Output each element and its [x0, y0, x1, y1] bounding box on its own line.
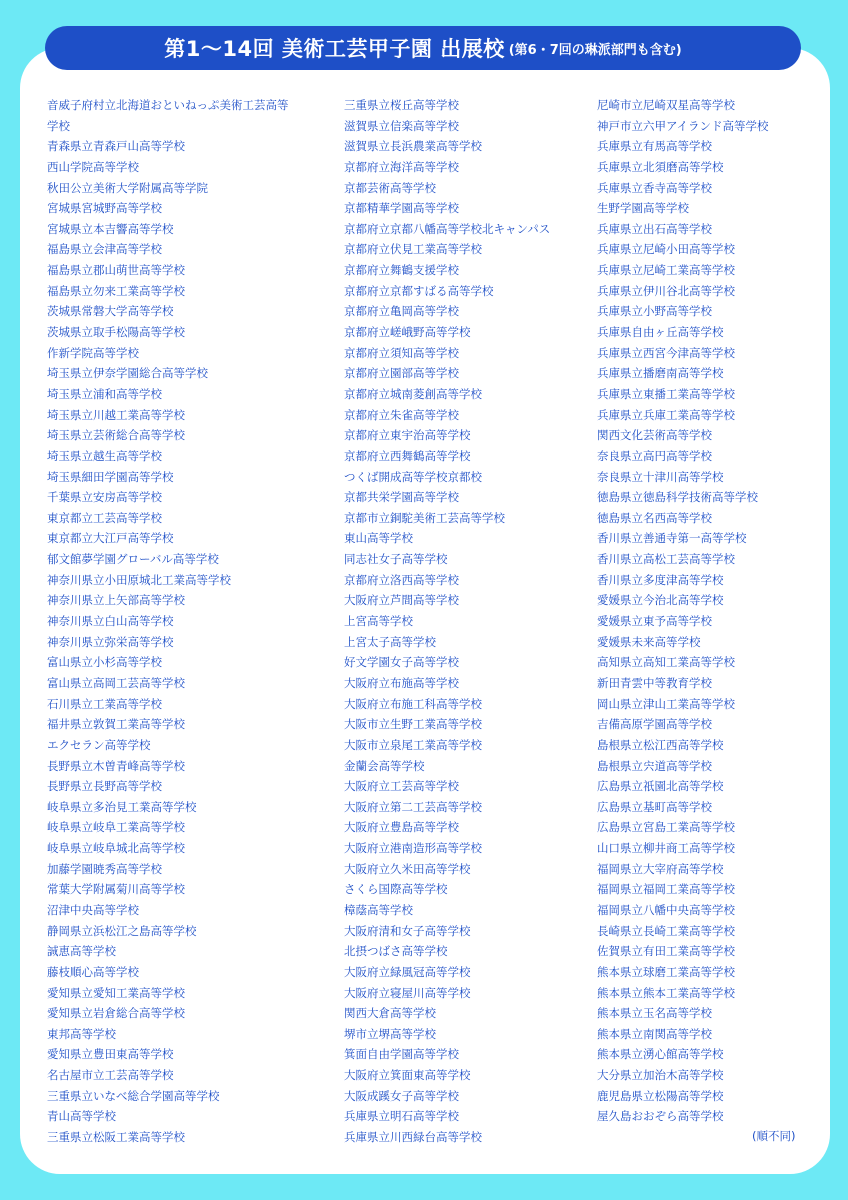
school-list-item: 兵庫県立小野高等学校 [597, 304, 712, 319]
school-list-item: 福井県立敦賀工業高等学校 [47, 717, 185, 732]
school-list-item: 京都府立西舞鶴高等学校 [344, 448, 471, 463]
school-list-item: 大阪府立布施工科高等学校 [344, 696, 482, 711]
school-list-item: 兵庫県立香寺高等学校 [597, 180, 712, 195]
school-list-item: 山口県立柳井商工高等学校 [597, 841, 735, 856]
school-list-item: 京都府立朱雀高等学校 [344, 407, 459, 422]
school-list-item: 大阪市立泉尾工業高等学校 [344, 737, 482, 752]
school-list-item: 尼崎市立尼崎双星高等学校 [597, 98, 735, 112]
school-list-item: 大阪府立芦間高等学校 [344, 593, 459, 608]
school-list-item: 富山県立高岡工芸高等学校 [47, 675, 185, 690]
school-list-item: 岐阜県立多治見工業高等学校 [47, 799, 197, 814]
school-list-item: 奈良県立高円高等学校 [597, 448, 712, 463]
school-list-item: 静岡県立浜松江之島高等学校 [47, 923, 197, 938]
school-list-item: 広島県立宮島工業高等学校 [597, 820, 735, 835]
school-list-item: 兵庫県立出石高等学校 [597, 221, 712, 236]
school-list-item: 三重県立いなべ総合学園高等学校 [47, 1088, 220, 1103]
school-list-item: 大阪府立第二工芸高等学校 [344, 799, 482, 814]
school-list-item: 岐阜県立岐阜工業高等学校 [47, 820, 185, 835]
school-list-item: 岡山県立津山工業高等学校 [597, 696, 735, 711]
school-list-item: 埼玉県立越生高等学校 [47, 448, 162, 463]
school-list-item: 誠恵高等学校 [47, 944, 116, 959]
title-banner [45, 26, 801, 70]
school-list-item: 三重県立桜丘高等学校 [344, 98, 459, 112]
school-list-item: 京都府立東宇治高等学校 [344, 428, 471, 443]
school-list-item: 兵庫県立北須磨高等学校 [597, 159, 724, 174]
school-list-item: 京都府立園部高等学校 [344, 366, 459, 381]
school-list-item: 京都府立海洋高等学校 [344, 159, 459, 174]
school-list-item: 滋賀県立長浜農業高等学校 [344, 139, 482, 154]
school-list-item: 名古屋市立工芸高等学校 [47, 1068, 174, 1083]
school-list-item: 岐阜県立岐阜城北高等学校 [47, 841, 185, 856]
school-list-item: 島根県立松江西高等学校 [597, 737, 724, 752]
school-list-item: 大阪府立豊島高等学校 [344, 820, 459, 835]
school-list-item: 沼津中央高等学校 [47, 902, 139, 917]
school-list-item: 上宮太子高等学校 [344, 634, 436, 649]
school-list-item: 埼玉県立伊奈学園総合高等学校 [47, 366, 208, 381]
school-list-item: 福島県立勿来工業高等学校 [47, 283, 185, 298]
school-list-item: 愛媛県未来高等学校 [597, 634, 701, 649]
school-list-item: 兵庫県立尼崎工業高等学校 [597, 263, 735, 278]
school-list-item: 堺市立堺高等学校 [344, 1026, 436, 1041]
school-list-item: 香川県立多度津高等学校 [597, 572, 724, 587]
order-note: (順不同) [752, 1129, 796, 1143]
school-list-item: 常葉大学附属菊川高等学校 [47, 882, 185, 897]
school-list-item: 兵庫県立西宮今津高等学校 [597, 345, 735, 360]
school-list-item: 熊本県立南関高等学校 [597, 1026, 712, 1041]
school-list-item: 愛知県立岩倉総合高等学校 [47, 1006, 185, 1021]
school-list-item: 京都府立亀岡高等学校 [344, 304, 459, 319]
school-list-item: 大阪府立箕面東高等学校 [344, 1068, 471, 1083]
school-list-item: 大阪成蹊女子高等学校 [344, 1088, 459, 1103]
page-title: 第1〜14回 美術工芸甲子園 出展校 [164, 37, 505, 61]
school-list-item: 大阪府立布施高等学校 [344, 675, 459, 690]
school-list-item: 長崎県立長崎工業高等学校 [597, 923, 735, 938]
school-list-item: 千葉県立安房高等学校 [47, 490, 162, 505]
school-list-item: 愛媛県立東予高等学校 [597, 614, 712, 629]
school-list-item: 兵庫県立播磨南高等学校 [597, 366, 724, 381]
school-list-item: 兵庫県立尼崎小田高等学校 [597, 242, 735, 257]
school-list-item: 京都府立伏見工業高等学校 [344, 242, 482, 257]
school-list-item: 上宮高等学校 [344, 614, 413, 629]
school-list-item: 屋久島おおぞら高等学校 [597, 1109, 724, 1124]
school-list-item: 京都市立銅駝美術工芸高等学校 [344, 510, 505, 525]
school-list-item: 福岡県立八幡中央高等学校 [597, 902, 735, 917]
school-list-item: 大阪府立緑風冠高等学校 [344, 964, 471, 979]
school-list-item: 京都芸術高等学校 [344, 180, 436, 195]
school-list-item: 郁文館夢学園グローバル高等学校 [47, 552, 219, 567]
school-list-item: 兵庫県立明石高等学校 [344, 1109, 459, 1124]
school-list-item: 愛知県立愛知工業高等学校 [47, 985, 185, 1000]
school-list-item: 三重県立松阪工業高等学校 [47, 1130, 185, 1145]
school-list-item: 兵庫県立東播工業高等学校 [597, 386, 735, 401]
school-list-item: 兵庫県自由ヶ丘高等学校 [597, 325, 724, 340]
school-list-item: 京都府立城南菱創高等学校 [344, 386, 482, 401]
school-list-item: 京都共栄学園高等学校 [344, 490, 459, 505]
school-list-item: 広島県立祇園北高等学校 [597, 779, 724, 794]
school-list-item: 兵庫県立伊川谷北高等学校 [597, 283, 735, 298]
school-list-item: 富山県立小杉高等学校 [47, 655, 162, 670]
school-list-item: 大阪府立工芸高等学校 [344, 779, 459, 794]
school-list-item: 石川県立工業高等学校 [47, 696, 162, 711]
school-list-item: 青山高等学校 [47, 1109, 116, 1124]
school-list-item: さくら国際高等学校 [344, 882, 448, 897]
school-list-item: 埼玉県立芸術総合高等学校 [47, 428, 185, 443]
school-list-item: 茨城県常磐大学高等学校 [47, 304, 174, 319]
school-list-column-3 [597, 95, 812, 1127]
school-list-item: 生野学園高等学校 [597, 201, 689, 216]
school-list-column-2 [344, 95, 579, 1148]
school-list-item: 大分県立加治木高等学校 [597, 1068, 724, 1083]
school-list-item: 宮城県立本吉響高等学校 [47, 221, 174, 236]
school-list-item: 西山学院高等学校 [47, 159, 139, 174]
school-list-item: 島根県立宍道高等学校 [597, 758, 712, 773]
school-list-item: 樟蔭高等学校 [344, 902, 413, 917]
school-list-item: 同志社女子高等学校 [344, 552, 448, 567]
school-list-item: 神戸市立六甲アイランド高等学校 [597, 118, 769, 133]
school-list-item: エクセラン高等学校 [47, 737, 151, 752]
school-list-item: 北摂つばさ高等学校 [344, 944, 448, 959]
school-list-item: 秋田公立美術大学附属高等学院 [47, 180, 208, 195]
school-list-item: 埼玉県立浦和高等学校 [47, 386, 162, 401]
school-list-item: 京都府立須知高等学校 [344, 345, 459, 360]
school-list-item: 兵庫県立兵庫工業高等学校 [597, 407, 735, 422]
school-list-item: 新田青雲中等教育学校 [597, 675, 712, 690]
school-list-item: 長野県立長野高等学校 [47, 779, 162, 794]
school-list-item: 愛媛県立今治北高等学校 [597, 593, 724, 608]
school-list-item: 兵庫県立有馬高等学校 [597, 139, 712, 154]
school-list-item: 大阪府立寝屋川高等学校 [344, 985, 471, 1000]
school-list-item: 熊本県立球磨工業高等学校 [597, 964, 735, 979]
school-list-item: 香川県立高松工芸高等学校 [597, 552, 735, 567]
school-list-item: 熊本県立熊本工業高等学校 [597, 985, 735, 1000]
school-list-item: 箕面自由学園高等学校 [344, 1047, 459, 1062]
school-list-item: 兵庫県立川西緑台高等学校 [344, 1130, 482, 1145]
school-list-item: 青森県立青森戸山高等学校 [47, 139, 185, 154]
school-list-item: 福岡県立福岡工業高等学校 [597, 882, 735, 897]
school-list-item: 関西文化芸術高等学校 [597, 428, 712, 443]
page-subtitle: (第6・7回の琳派部門も含む) [508, 42, 682, 58]
school-list-item: 高知県立高知工業高等学校 [597, 655, 735, 670]
school-list-item: 好文学園女子高等学校 [344, 655, 459, 670]
school-list-item: 熊本県立湧心館高等学校 [597, 1047, 724, 1062]
school-list-item: 茨城県立取手松陽高等学校 [47, 325, 185, 340]
school-list-item: 神奈川県立白山高等学校 [47, 614, 174, 629]
school-list-item: 埼玉県細田学園高等学校 [47, 469, 174, 484]
school-list-item: 大阪市立生野工業高等学校 [344, 717, 482, 732]
school-list-item: 広島県立基町高等学校 [597, 799, 712, 814]
school-list-item: 大阪府立港南造形高等学校 [344, 841, 482, 856]
school-list-item: 福島県立会津高等学校 [47, 242, 162, 257]
school-list-item: 藤枝順心高等学校 [47, 964, 139, 979]
school-list-item: 長野県立木曽青峰高等学校 [47, 758, 185, 773]
school-list-item: 滋賀県立信楽高等学校 [344, 118, 459, 133]
school-list-item: 作新学院高等学校 [47, 345, 139, 360]
school-list-item: 香川県立善通寺第一高等学校 [597, 531, 747, 546]
school-list-item: 東山高等学校 [344, 531, 413, 546]
school-list-item: 京都府立洛西高等学校 [344, 572, 459, 587]
school-list-item: 京都精華学園高等学校 [344, 201, 459, 216]
school-list-item: 吉備高原学園高等学校 [597, 717, 712, 732]
school-list-item: 加藤学園暁秀高等学校 [47, 861, 162, 876]
school-list-item: 愛知県立豊田東高等学校 [47, 1047, 174, 1062]
school-list-item: 福岡県立大宰府高等学校 [597, 861, 724, 876]
school-list-item: 埼玉県立川越工業高等学校 [47, 407, 185, 422]
school-list-item: 東京都立工芸高等学校 [47, 510, 162, 525]
school-list-item: 京都府立京都すばる高等学校 [344, 283, 494, 298]
school-list-item: 神奈川県立小田原城北工業高等学校 [47, 572, 231, 587]
school-list-item: 徳島県立徳島科学技術高等学校 [597, 490, 758, 505]
school-list-item: つくば開成高等学校京都校 [344, 469, 482, 484]
school-list-item: 東京都立大江戸高等学校 [47, 531, 174, 546]
school-list-item: 徳島県立名西高等学校 [597, 510, 712, 525]
school-list-item: 関西大倉高等学校 [344, 1006, 436, 1021]
school-list-item: 神奈川県立弥栄高等学校 [47, 634, 174, 649]
school-list-item: 大阪府立久米田高等学校 [344, 861, 471, 876]
school-list-item: 佐賀県立有田工業高等学校 [597, 944, 735, 959]
school-list-item: 熊本県立玉名高等学校 [597, 1006, 712, 1021]
school-list-item: 京都府立嵯峨野高等学校 [344, 325, 471, 340]
school-list-item: 福島県立郡山萌世高等学校 [47, 263, 185, 278]
school-list-item: 奈良県立十津川高等学校 [597, 469, 724, 484]
school-list-column-1 [47, 95, 317, 1148]
school-list-item: 音威子府村立北海道おといねっぷ美術工芸高等 [47, 98, 289, 112]
school-list-item: 京都府立舞鶴支援学校 [344, 263, 459, 278]
school-list-item: 宮城県宮城野高等学校 [47, 201, 162, 216]
school-list-item: 学校 [47, 118, 70, 133]
school-list-item: 鹿児島県立松陽高等学校 [597, 1088, 724, 1103]
school-list-item: 神奈川県立上矢部高等学校 [47, 593, 185, 608]
school-list-item: 大阪府清和女子高等学校 [344, 923, 471, 938]
school-list-item: 金蘭会高等学校 [344, 758, 425, 773]
school-list-item: 京都府立京都八幡高等学校北キャンパス [344, 221, 551, 236]
school-list-item: 東邦高等学校 [47, 1026, 116, 1041]
